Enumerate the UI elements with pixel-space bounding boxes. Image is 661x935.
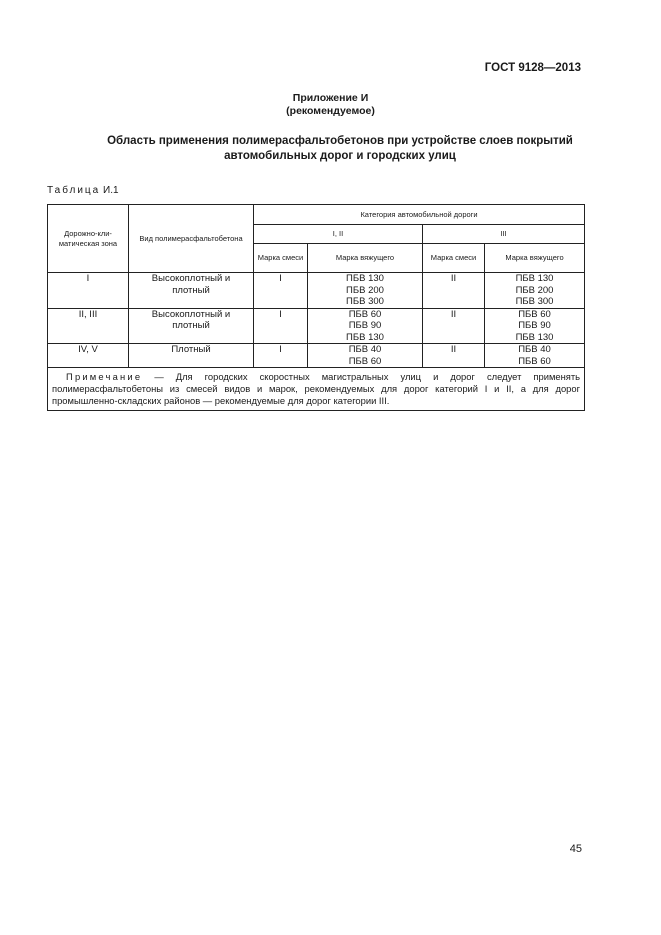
header-road-category: Категория автомобильной дороги <box>254 205 585 225</box>
table-note-text: — Для городских скоростных магистральных улиц и дорог следует применять полимерасфальтобетоны из смесей видов и марок, рекомендуемых для дорог категорий I и II, а для дорог промышленно-складских районов — рекомендуемые для дорог категории III. <box>52 371 581 406</box>
cell-type: Плотный <box>129 344 254 368</box>
table-row <box>48 308 585 344</box>
cell-binder: ПБВ 130 ПБВ 200 ПБВ 300 <box>485 273 585 309</box>
cell-binder: ПБВ 40 ПБВ 60 <box>308 344 423 368</box>
table-note <box>48 368 585 411</box>
cell-binder: ПБВ 60 ПБВ 90 ПБВ 130 <box>485 308 585 344</box>
annex-title: Приложение И <box>292 92 369 104</box>
document-title <box>60 134 620 164</box>
cell-zone: I <box>48 273 129 309</box>
header-category-i-ii: I, II <box>254 225 423 244</box>
header-category-iii: III <box>423 225 585 244</box>
table-caption <box>47 185 119 196</box>
table-caption-label: Таблица <box>47 185 101 196</box>
document-standard-code: ГОСТ 9128—2013 <box>484 62 581 74</box>
annex-subtitle: (рекомендуемое) <box>286 105 375 117</box>
cell-type: Высокоплотный и плотный <box>129 308 254 344</box>
cell-mix: I <box>254 344 308 368</box>
cell-binder: ПБВ 60 ПБВ 90 ПБВ 130 <box>308 308 423 344</box>
table-caption-number: И.1 <box>103 185 119 196</box>
cell-mix: II <box>423 308 485 344</box>
header-binder-grade: Марка вяжущего <box>308 244 423 273</box>
application-table <box>47 204 585 411</box>
cell-zone: IV, V <box>48 344 129 368</box>
table-row <box>48 273 585 309</box>
cell-mix: I <box>254 308 308 344</box>
header-mix-grade: Марка смеси <box>423 244 485 273</box>
header-type: Вид полимерасфальтобетона <box>129 205 254 273</box>
document-title-line-2: автомобильных дорог и городских улиц <box>224 150 456 162</box>
cell-type: Высокоплотный и плотный <box>129 273 254 309</box>
page-number: 45 <box>569 843 582 855</box>
cell-binder: ПБВ 40 ПБВ 60 <box>485 344 585 368</box>
cell-zone: II, III <box>48 308 129 344</box>
header-zone: Дорожно-кли-матическая зона <box>48 205 129 273</box>
cell-binder: ПБВ 130 ПБВ 200 ПБВ 300 <box>308 273 423 309</box>
header-binder-grade: Марка вяжущего <box>485 244 585 273</box>
cell-mix: II <box>423 273 485 309</box>
annex-heading <box>0 92 661 118</box>
document-title-line-1: Область применения полимерасфальтобетонов при устройстве слоев покрытий <box>107 135 573 147</box>
table-row <box>48 344 585 368</box>
table-note-label: Примечание <box>66 371 143 382</box>
cell-mix: I <box>254 273 308 309</box>
header-mix-grade: Марка смеси <box>254 244 308 273</box>
cell-mix: II <box>423 344 485 368</box>
